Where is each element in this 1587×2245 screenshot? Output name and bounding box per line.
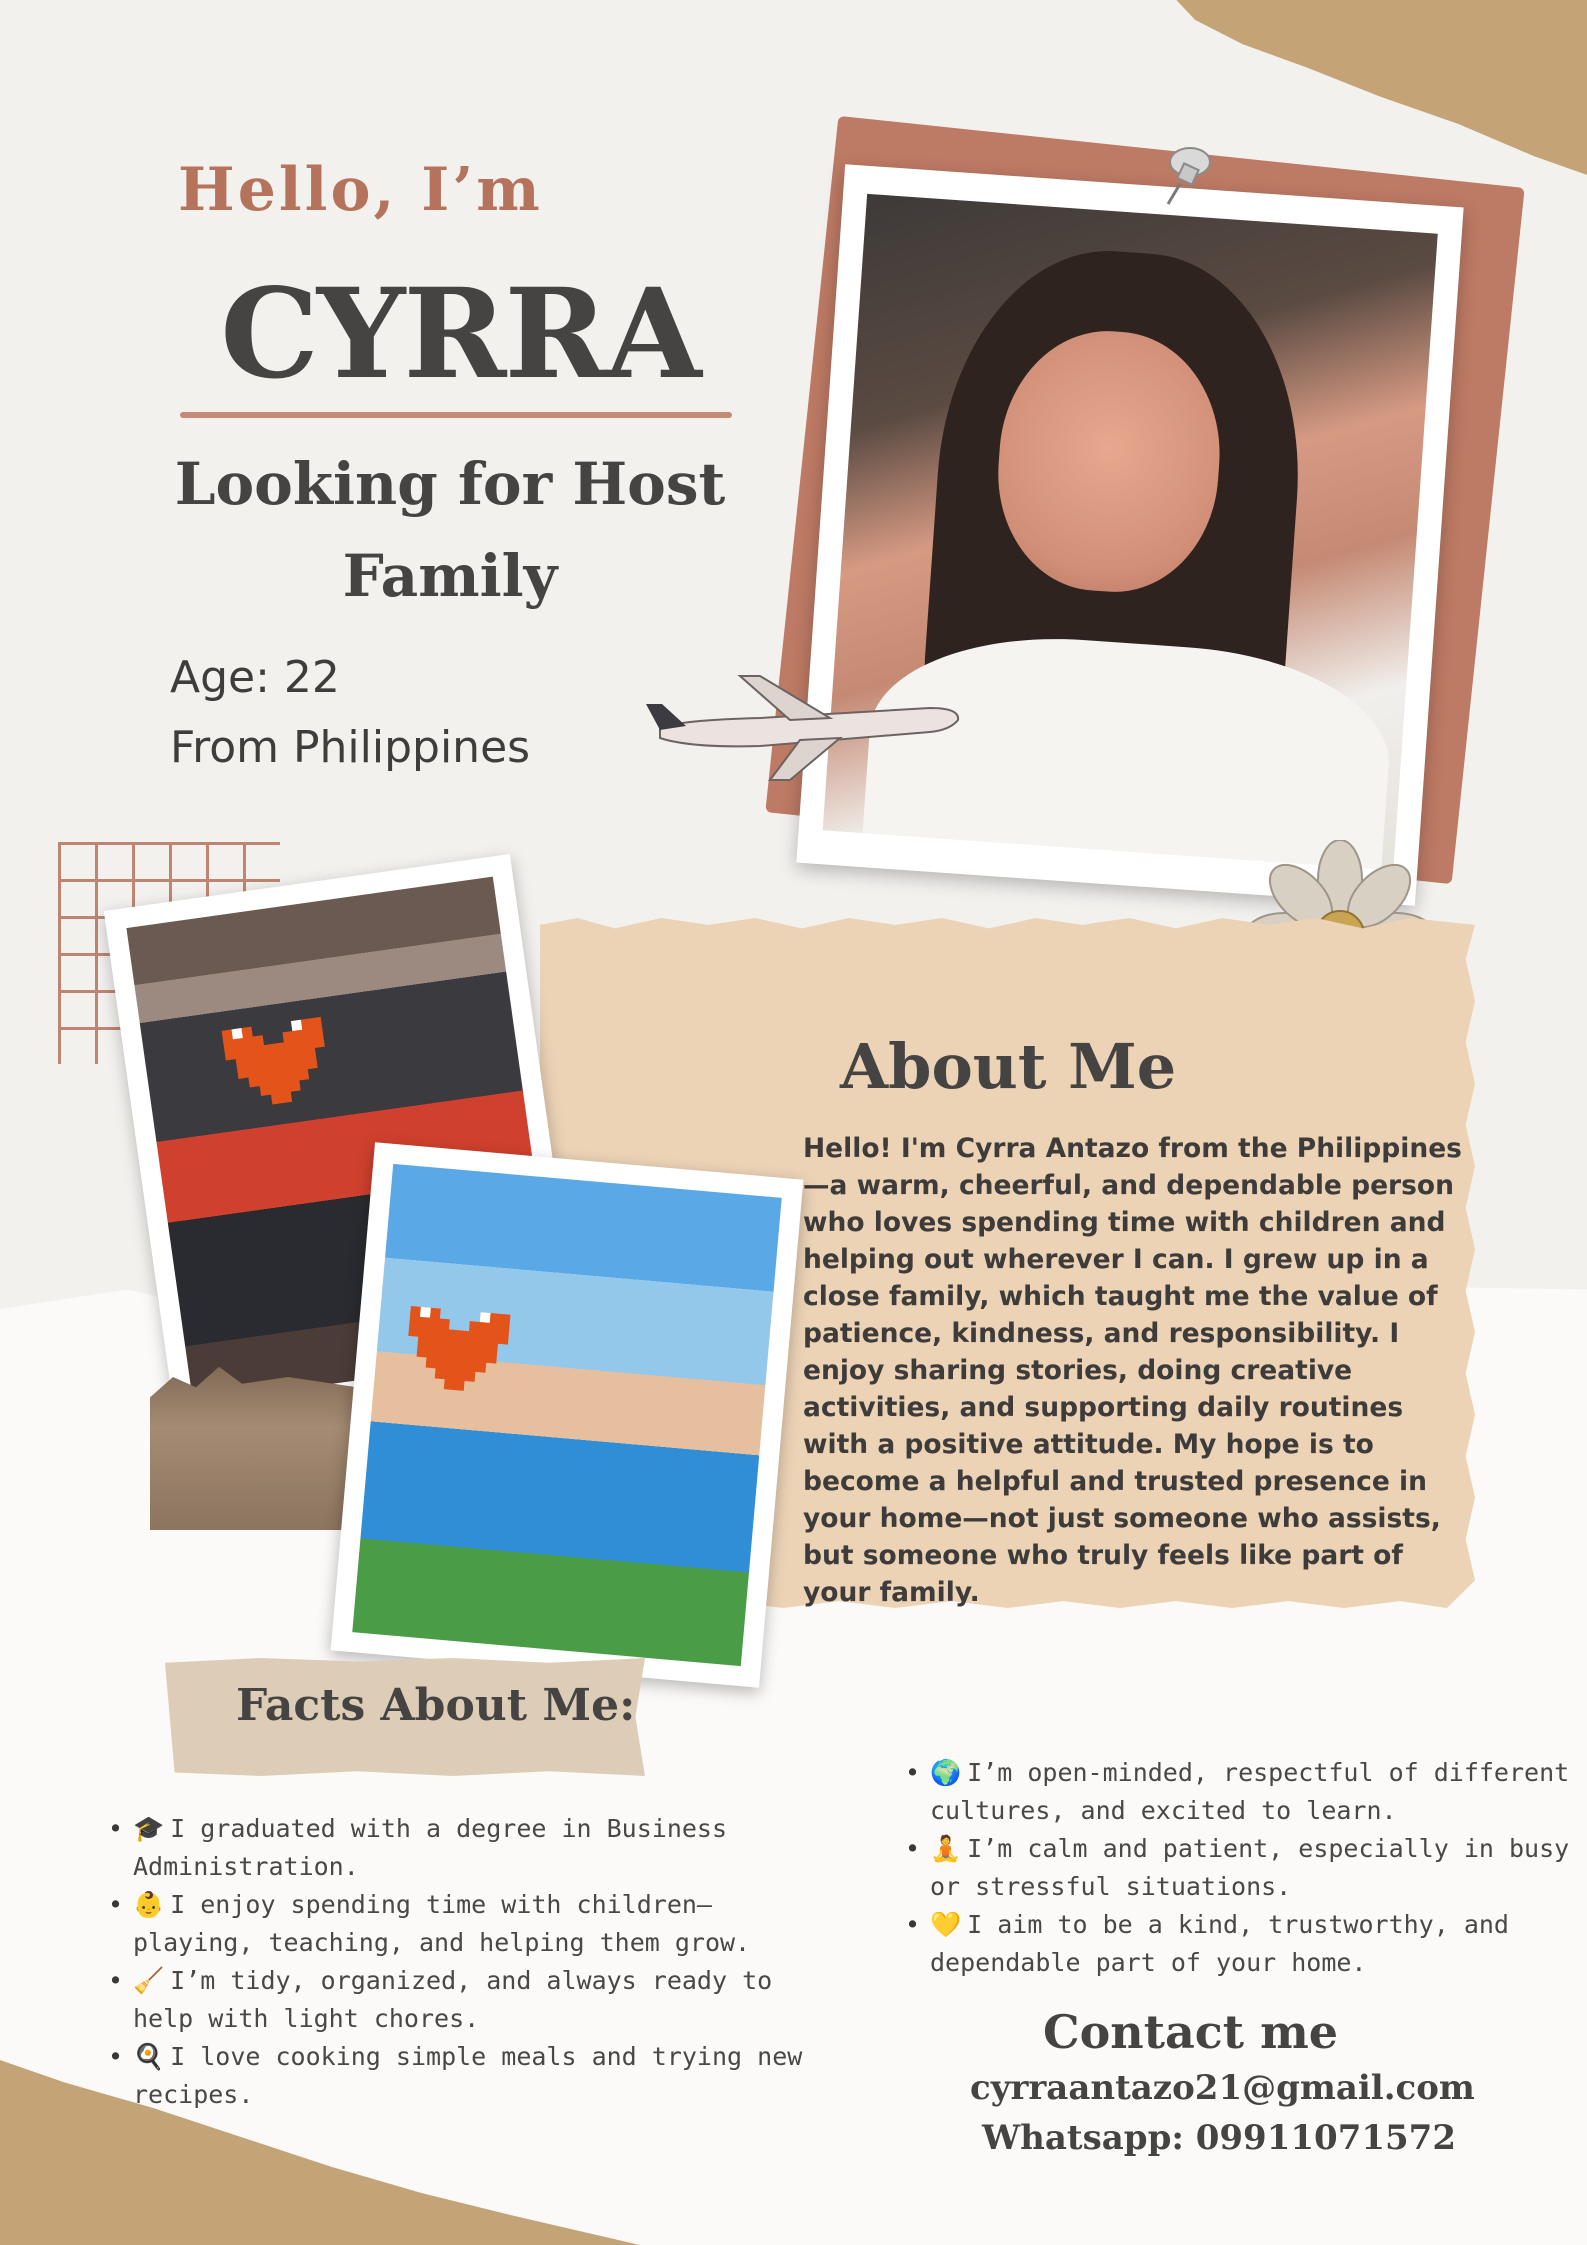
fact-item: • 🎓 I graduated with a degree in Business Administration.: [108, 1810, 818, 1886]
age-text: Age: 22: [170, 652, 340, 703]
facts-list-right: [905, 1754, 1575, 1982]
subtitle-line-2: Family: [342, 542, 558, 610]
contact-title: Contact me: [1043, 2005, 1339, 2059]
frying-pan-icon: 🍳: [133, 2042, 165, 2071]
subtitle: [150, 438, 750, 622]
contact-whatsapp[interactable]: Whatsapp: 09911071572: [982, 2118, 1456, 2158]
fact-item: • 🍳 I love cooking simple meals and trying new recipes.: [108, 2038, 818, 2114]
portrait-photo: [796, 164, 1463, 906]
baby-icon: 👶: [133, 1890, 165, 1919]
name-heading: CYRRA: [220, 262, 700, 407]
fact-item: • 🧘 I’m calm and patient, especially in busy or stressful situations.: [905, 1830, 1575, 1906]
fact-item: • 💛 I aim to be a kind, trustworthy, and dependable part of your home.: [905, 1906, 1575, 1982]
fact-item: • 🌍 I’m open-minded, respectful of different cultures, and excited to learn.: [905, 1754, 1575, 1830]
pixel-heart-icon: [393, 1285, 522, 1405]
about-title: About Me: [840, 1030, 1177, 1103]
broom-icon: 🧹: [133, 1966, 165, 1995]
pixel-heart-icon: [209, 996, 343, 1122]
about-body: Hello! I'm Cyrra Antazo from the Philippines —a warm, cheerful, and dependable person who loves spending time with children and helping out wherever I can. I grew up in a close family, which taught me the value of patience, kindness, and responsibility. I enjoy sharing stories, doing creative activities, and supporting daily routines with a positive attitude. My hope is to become a helpful and trusted presence in your home—not just someone who assists, but someone who truly feels like part of your family.: [803, 1133, 1462, 1608]
subtitle-line-1: Looking for Host: [174, 450, 726, 518]
fact-item: • 🧹 I’m tidy, organized, and always ready to help with light chores.: [108, 1962, 818, 2038]
pushpin-icon: [1150, 140, 1220, 210]
globe-icon: 🌍: [930, 1758, 962, 1787]
yellow-heart-icon: 💛: [930, 1910, 962, 1939]
origin-text: From Philippines: [170, 722, 531, 773]
contact-email[interactable]: cyrraantazo21@gmail.com: [970, 2068, 1475, 2108]
graduation-cap-icon: 🎓: [133, 1814, 165, 1843]
facts-list-left: [108, 1810, 818, 2114]
meditation-icon: 🧘: [930, 1834, 962, 1863]
photo-with-child-2: [331, 1142, 804, 1688]
personal-info: [170, 643, 530, 783]
facts-title: Facts About Me:: [236, 1680, 636, 1731]
photo-2-image: [352, 1164, 781, 1666]
fact-item: • 👶 I enjoy spending time with children—playing, teaching, and helping them grow.: [108, 1886, 818, 1962]
greeting: Hello, I’m: [178, 155, 543, 225]
airplane-icon: [640, 668, 970, 788]
name-underline: [180, 412, 732, 418]
